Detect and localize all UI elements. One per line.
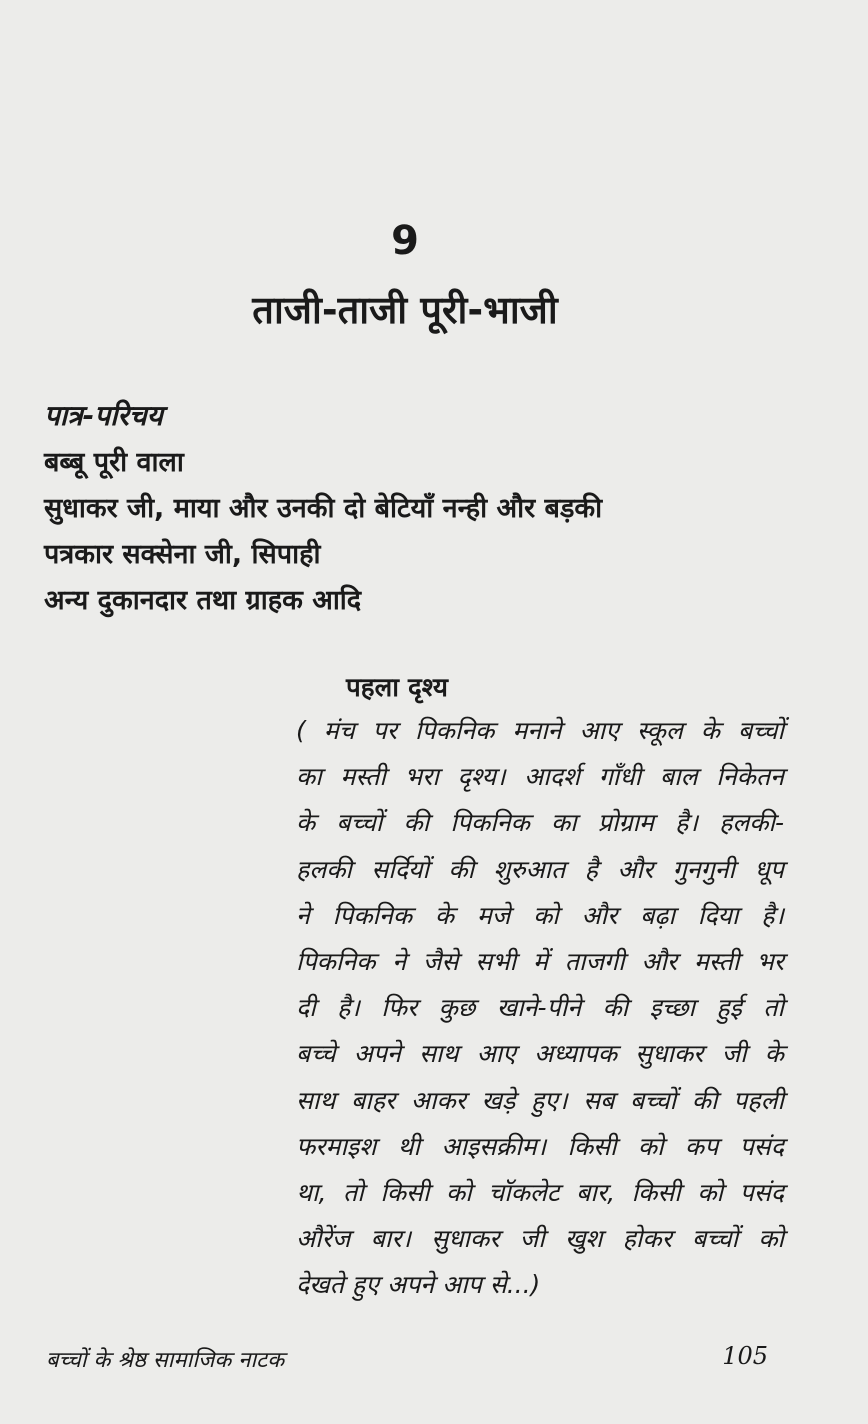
scene-heading: पहला दृश्य: [346, 673, 448, 703]
stage-direction-line: था, तो किसी को चॉकलेट बार, किसी को पसंद: [296, 1178, 784, 1208]
page-number: 105: [722, 1342, 768, 1370]
running-footer-title: बच्चों के श्रेष्ठ सामाजिक नाटक: [46, 1348, 285, 1373]
stage-direction-line: फरमाइश थी आइसक्रीम। किसी को कप पसंद: [296, 1131, 784, 1161]
cast-line: बब्बू पूरी वाला: [44, 447, 184, 478]
stage-direction-line: औरेंज बार। सुधाकर जी खुश होकर बच्चों को: [296, 1224, 784, 1254]
cast-line: अन्य दुकानदार तथा ग्राहक आदि: [44, 585, 362, 616]
stage-direction: [296, 708, 784, 1309]
cast-line: सुधाकर जी, माया और उनकी दो बेटियाँ नन्ही और बड़की: [44, 493, 603, 524]
stage-direction-line: ( मंच पर पिकनिक मनाने आए स्कूल के बच्चों: [296, 716, 784, 745]
cast-list: [44, 440, 602, 624]
chapter-number: 9: [391, 218, 419, 264]
stage-direction-line: बच्चे अपने साथ आए अध्यापक सुधाकर जी के: [296, 1039, 784, 1069]
stage-direction-line: हलकी सर्दियों की शुरुआत है और गुनगुनी धूप: [296, 854, 784, 884]
stage-direction-line: पिकनिक ने जैसे सभी में ताजगी और मस्ती भर: [296, 947, 784, 977]
stage-direction-line: साथ बाहर आकर खड़े हुए। सब बच्चों की पहली: [296, 1085, 784, 1115]
chapter-title: ताजी-ताजी पूरी-भाजी: [252, 288, 558, 332]
stage-direction-line: का मस्ती भरा दृश्य। आदर्श गाँधी बाल निकेतन: [296, 762, 784, 792]
cast-line: पत्रकार सक्सेना जी, सिपाही: [44, 539, 321, 570]
stage-direction-line: देखते हुए अपने आप से...): [296, 1270, 541, 1300]
stage-direction-line: ने पिकनिक के मजे को और बढ़ा दिया है।: [296, 900, 784, 930]
stage-direction-line: के बच्चों की पिकनिक का प्रोग्राम है। हलकी-: [296, 808, 784, 838]
stage-direction-line: दी है। फिर कुछ खाने-पीने की इच्छा हुई तो: [296, 993, 784, 1023]
cast-heading: पात्र-परिचय: [44, 399, 163, 432]
